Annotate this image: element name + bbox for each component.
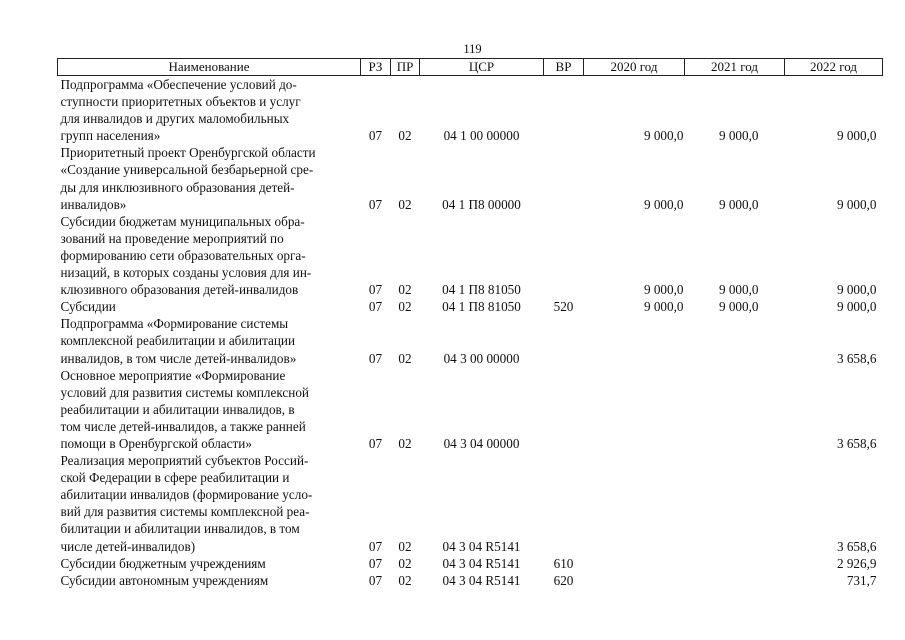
table-row <box>58 452 883 555</box>
row-rz: 07 <box>368 538 383 554</box>
table-header-row <box>58 59 883 76</box>
row-pr: 02 <box>398 299 412 315</box>
row-pr: 02 <box>398 128 412 144</box>
row-csr: 04 3 04 R5141 <box>442 538 521 554</box>
row-2020 <box>584 452 685 555</box>
table-row <box>58 572 883 589</box>
header-year-2020: 2020 год <box>584 59 685 76</box>
row-pr: 02 <box>398 282 412 298</box>
row-csr: 04 3 00 00000 <box>443 350 520 366</box>
row-rz: 07 <box>368 555 383 571</box>
row-2020 <box>584 367 685 452</box>
row-rz: 07 <box>368 435 383 451</box>
row-name: Субсидии автономным учреждениям <box>60 572 269 588</box>
row-pr: 02 <box>398 538 412 554</box>
row-vr <box>544 213 584 298</box>
row-name: Субсидии <box>60 299 116 315</box>
row-vr <box>544 367 584 452</box>
row-rz: 07 <box>368 128 383 144</box>
row-csr: 04 1 П8 81050 <box>442 282 521 298</box>
row-2022: 9 000,0 <box>836 299 877 315</box>
row-2020: 9 000,0 <box>643 196 684 212</box>
row-2020: 9 000,0 <box>643 282 684 298</box>
row-name: Субсидии бюджетным учреждениям <box>60 555 266 571</box>
row-2021 <box>685 452 785 555</box>
header-vr: ВР <box>544 59 584 76</box>
row-2021 <box>685 555 785 572</box>
row-2021: 9 000,0 <box>718 299 759 315</box>
row-name: Субсидии бюджетам муниципальных обра- зований на проведение мероприятий по формированию сети образовательных орга- низаций, в которых созданы условия для ин- клюзивного образования детей-инвалидов <box>60 213 312 298</box>
row-vr: 520 <box>553 299 574 315</box>
table-row <box>58 298 883 315</box>
row-2020 <box>584 315 685 366</box>
row-2022: 731,7 <box>846 572 877 588</box>
table-row <box>58 213 883 298</box>
row-csr: 04 3 04 R5141 <box>442 555 521 571</box>
header-year-2021: 2021 год <box>685 59 785 76</box>
row-vr <box>544 315 584 366</box>
table-row <box>58 555 883 572</box>
page-number: 119 <box>463 42 482 56</box>
row-2020: 9 000,0 <box>643 299 684 315</box>
row-2021 <box>685 315 785 366</box>
row-pr: 02 <box>398 350 412 366</box>
row-2020 <box>584 572 685 589</box>
row-name: Приоритетный проект Оренбургской области «Создание универсальной безбарьерной сре- ды для инклюзивного образования детей- инвалидов» <box>60 145 316 212</box>
row-csr: 04 1 П8 00000 <box>442 196 521 212</box>
row-vr <box>544 76 584 145</box>
row-vr <box>544 452 584 555</box>
row-vr <box>544 144 584 212</box>
row-csr: 04 1 П8 81050 <box>442 299 521 315</box>
row-pr: 02 <box>398 572 412 588</box>
header-rz: РЗ <box>361 59 391 76</box>
row-csr: 04 3 04 00000 <box>443 435 520 451</box>
table-row <box>58 315 883 366</box>
header-pr: ПР <box>391 59 420 76</box>
row-pr: 02 <box>398 555 412 571</box>
row-2022: 9 000,0 <box>836 282 877 298</box>
row-2022: 3 658,6 <box>836 350 877 366</box>
row-2022: 2 926,9 <box>836 555 877 571</box>
row-vr: 610 <box>553 555 574 571</box>
row-name: Подпрограмма «Обеспечение условий до- ступности приоритетных объектов и услуг для инвалидов и других маломобильных групп населения» <box>60 77 301 144</box>
table-row <box>58 367 883 452</box>
row-2021 <box>685 572 785 589</box>
row-2020: 9 000,0 <box>643 128 684 144</box>
header-name: Наименование <box>58 59 361 76</box>
row-rz: 07 <box>368 350 383 366</box>
row-2022: 3 658,6 <box>836 538 877 554</box>
row-name: Реализация мероприятий субъектов Россий- ской Федерации в сфере реабилитации и абилитации инвалидов (формирование усло- вий для развития системы комплексной реа- билитации и абилитации инвалидов, в том числе детей-инвалидов) <box>60 453 313 554</box>
row-name: Подпрограмма «Формирование системы комплексной реабилитации и абилитации инвалидов, в том числе детей-инвалидов» <box>60 316 297 366</box>
row-name: Основное мероприятие «Формирование условий для развития системы комплексной реабилитации и абилитации инвалидов, в том числе детей-инвалидов, а также ранней помощи в Оренбургской области» <box>60 367 309 451</box>
row-csr: 04 3 04 R5141 <box>442 572 521 588</box>
table-row <box>58 144 883 212</box>
row-2022: 9 000,0 <box>836 196 877 212</box>
row-pr: 02 <box>398 435 412 451</box>
row-2021: 9 000,0 <box>718 282 759 298</box>
row-2021: 9 000,0 <box>718 128 759 144</box>
row-2020 <box>584 555 685 572</box>
row-pr: 02 <box>398 196 412 212</box>
row-rz: 07 <box>368 299 383 315</box>
header-year-2022: 2022 год <box>785 59 883 76</box>
row-rz: 07 <box>368 282 383 298</box>
header-csr: ЦСР <box>420 59 544 76</box>
row-rz: 07 <box>368 196 383 212</box>
row-2021: 9 000,0 <box>718 196 759 212</box>
row-rz: 07 <box>368 572 383 588</box>
row-vr: 620 <box>553 572 574 588</box>
row-2022: 3 658,6 <box>836 435 877 451</box>
row-2022: 9 000,0 <box>836 128 877 144</box>
budget-table <box>57 58 883 589</box>
table-row <box>58 76 883 145</box>
row-csr: 04 1 00 00000 <box>443 128 520 144</box>
row-2021 <box>685 367 785 452</box>
